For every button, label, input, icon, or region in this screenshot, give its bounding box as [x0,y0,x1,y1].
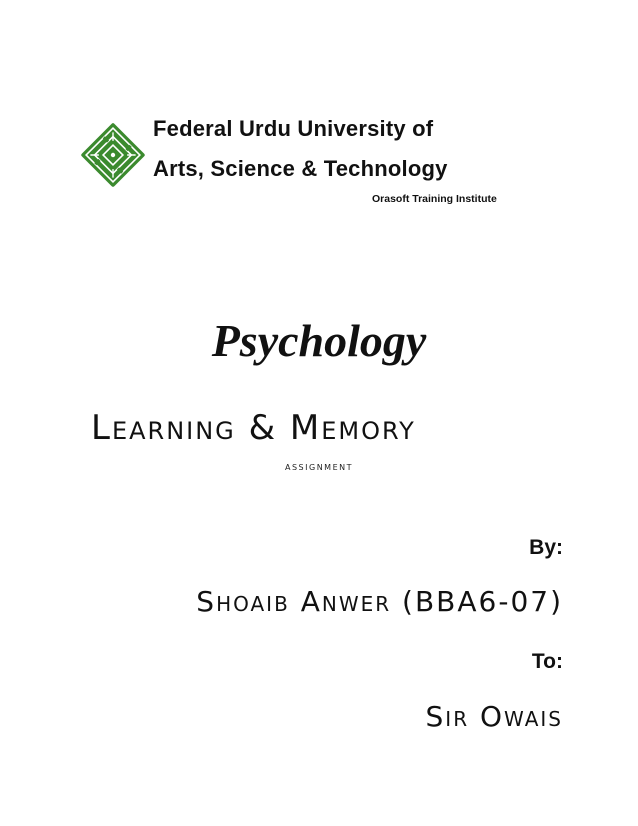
teacher-name: Sir Owais [425,700,563,733]
by-label: By: [529,536,563,559]
university-knot-logo-icon [79,121,147,189]
to-label: To: [531,650,563,673]
document-type-label: assignment [285,459,353,473]
university-name-line1: Federal Urdu University of [153,116,434,141]
university-name-line2: Arts, Science & Technology [153,156,448,181]
topic-title: Learning & Memory [91,408,416,448]
subject-title: Psychology [211,315,427,366]
institute-name: Orasoft Training Institute [372,193,497,205]
author-name: Shoaib Anwer (BBA6-07) [196,585,563,618]
